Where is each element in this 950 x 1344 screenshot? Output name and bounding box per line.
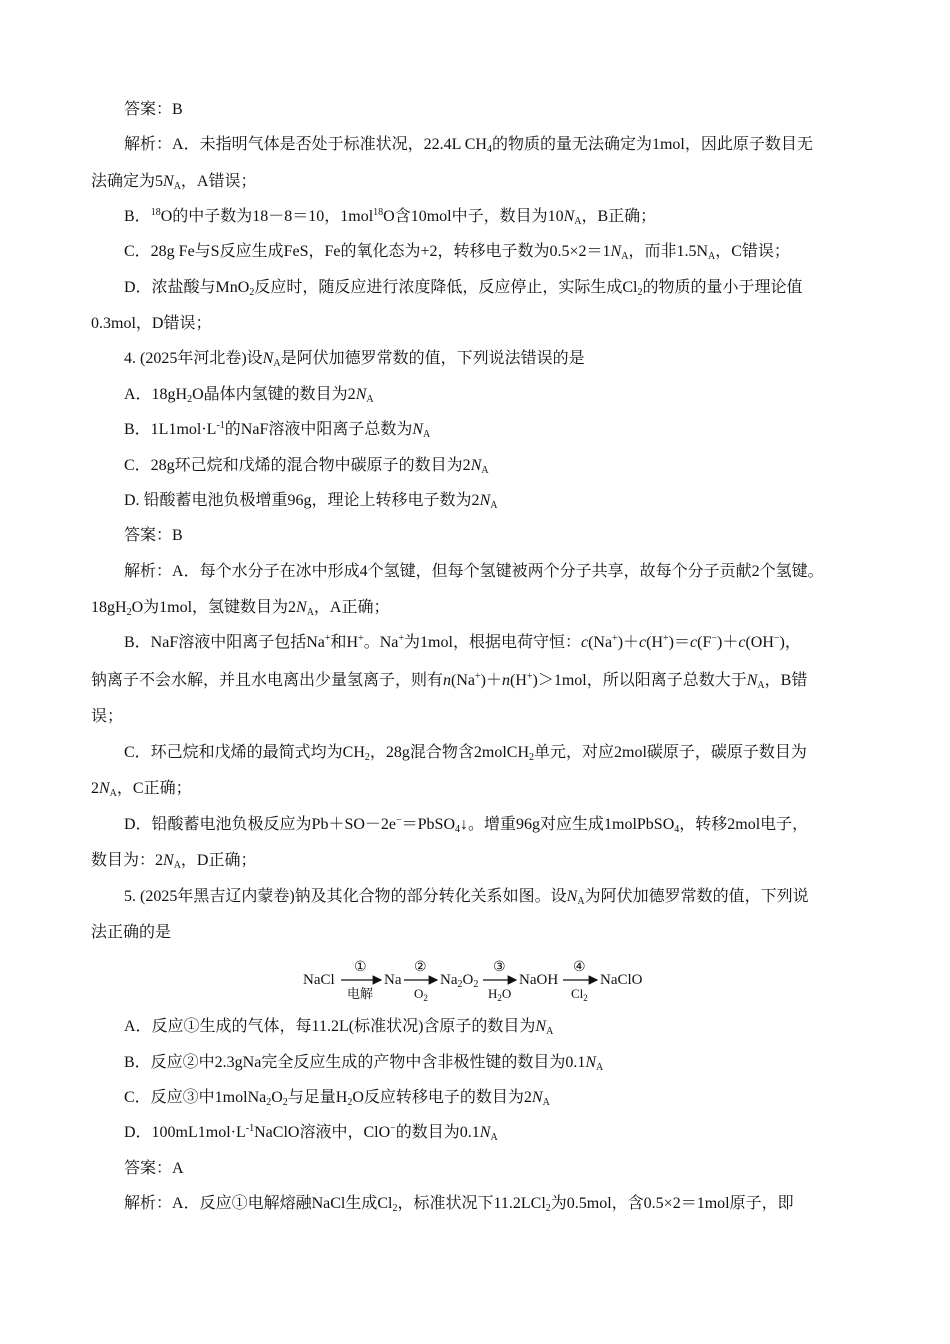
reaction-scheme-svg (303, 956, 663, 1006)
question-4-stem: 4. (2025年河北卷)设$N_A$是阿伏加德罗常数的值，下列说法错误的是 (124, 350, 585, 369)
analysis-1-d-cont: 0.3mol，D错误； (91, 315, 212, 332)
species-na: Na (384, 972, 402, 988)
species-nacl: NaCl (303, 972, 335, 988)
analysis-2-b-cont: 钠离子不会水解，并且水电离出少量氢离子，则有n(Na+)＋n(H+)＞1mol，所以阳离子总数大于$N_A$，B错 (91, 671, 808, 691)
arrow-2-label-top: ② (414, 960, 427, 975)
question-5-option-b: B．反应②中2.3gNa完全反应生成的产物中含非极性键的数目为$0.1N_A$ (124, 1054, 604, 1073)
question-4-option-a: A．$18gH_2O$晶体内氢键的数目为$2N_A$ (124, 386, 374, 405)
arrow-1-label-top: ① (354, 960, 367, 975)
question-4-option-c: C．28g环己烷和戊烯的混合物中碳原子的数目为$2N_A$ (124, 457, 489, 476)
question-5-option-d: D．$100mL1mol\cdot L^{-1}NaClO$溶液中，ClO−的数目为$0.1N_A$ (124, 1123, 498, 1143)
answer-line-1: 答案：B (124, 101, 183, 118)
question-5-option-a: A．反应①生成的气体，每11.2L(标准状况)含原子的数目为$N_A$ (124, 1018, 554, 1037)
analysis-2-d: D．铅酸蓄电池负极反应为Pb＋SO－2e−＝PbSO$_4$↓。增重96g对应生成1molPbSO$_4$，转移2mol电子， (124, 815, 809, 835)
arrow-3-label-top: ③ (493, 960, 506, 975)
arrow-4-label-bottom: $Cl_2$ (571, 986, 588, 1003)
reaction-scheme (303, 956, 663, 1006)
answer-value: A (172, 1160, 184, 1177)
question-5-stem: 5. (2025年黑吉辽内蒙卷)钠及其化合物的部分转化关系如图。设$N_A$为阿伏加德罗常数的值，下列说 (124, 888, 809, 907)
question-5-option-c: C．反应③中$1molNa_2O_2$与足量$H_2O$反应转移电子的数目为$2N_A$ (124, 1089, 550, 1108)
arrow-4-label-top: ④ (573, 960, 586, 975)
analysis-1-d: D．浓盐酸与MnO$_2$反应时，随反应进行浓度降低，反应停止，实际生成$Cl_2$的物质的量小于理论值 (124, 279, 803, 298)
analysis-2-b-cont2: 误； (91, 708, 124, 725)
question-4-option-d: D. 铅酸蓄电池负极增重96g，理论上转移电子数为$2N_A$ (124, 492, 498, 511)
answer-value: B (172, 527, 183, 544)
analysis-2-a: 解析：A．每个水分子在冰中形成4个氢键，但每个氢键被两个分子共享，故每个分子贡献2个氢键。 (124, 563, 824, 580)
analysis-2-b: B．NaF溶液中阳离子包括Na+和H+。Na+为1mol，根据电荷守恒：c(Na+)＋c(H+)＝c(F−)＋c(OH−)， (124, 633, 801, 651)
arrow-3-label-bottom: $H_2O$ (488, 986, 512, 1003)
answer-value: B (172, 101, 183, 118)
analysis-3-a: 解析：A．反应①电解熔融NaCl生成$Cl_2$，标准状况下11.2LCl$_2$为0.5mol，含0.5×2＝1mol原子，即 (124, 1195, 794, 1214)
analysis-2-d-cont: 数目为：$2N_A$，D正确； (91, 852, 257, 871)
arrow-2-label-bottom: $O_2$ (414, 986, 428, 1003)
analysis-2-c-cont: $2N_A$，C正确； (91, 780, 192, 799)
species-na2o2: $Na_2O_2$ (440, 972, 479, 990)
arrow-1-label-bottom: 电解 (347, 986, 374, 1001)
analysis-1-c: C．28g Fe与S反应生成FeS，Fe的氧化态为+2，转移电子数为$0.5\times 2=1N_A$，而非$1.5N_A$，C错误； (124, 243, 790, 262)
question-5-stem-cont: 法正确的是 (91, 924, 172, 941)
analysis-1-b: B．$^{18}$O的中子数为18－8＝10，1mol$^{18}$O含10mol中子，数目为$10N_A$，B正确； (124, 207, 657, 227)
answer-line-3: 答案：A (124, 1160, 184, 1177)
question-4-option-b: B．$1L1mol\cdot L^{-1}$的NaF溶液中阳离子总数为$N_A$ (124, 420, 431, 440)
answer-line-2: 答案：B (124, 527, 183, 544)
species-naoh: NaOH (519, 972, 559, 988)
analysis-1-a-cont: 法确定为$5N_A$，A错误； (91, 173, 257, 192)
species-naclo: NaClO (600, 972, 643, 988)
analysis-2-c: C．环己烷和戊烯的最简式均为$CH_2$，28g混合物含2molCH$_2$单元，对应2mol碳原子，碳原子数目为 (124, 744, 807, 763)
analysis-1-a: 解析：A．未指明气体是否处于标准状况，22.4L $CH_4$的物质的量无法确定为1mol，因此原子数目无 (124, 136, 813, 155)
analysis-2-a-cont: $18gH_2O$为1mol，氢键数目为$2N_A$，A正确； (91, 599, 390, 618)
